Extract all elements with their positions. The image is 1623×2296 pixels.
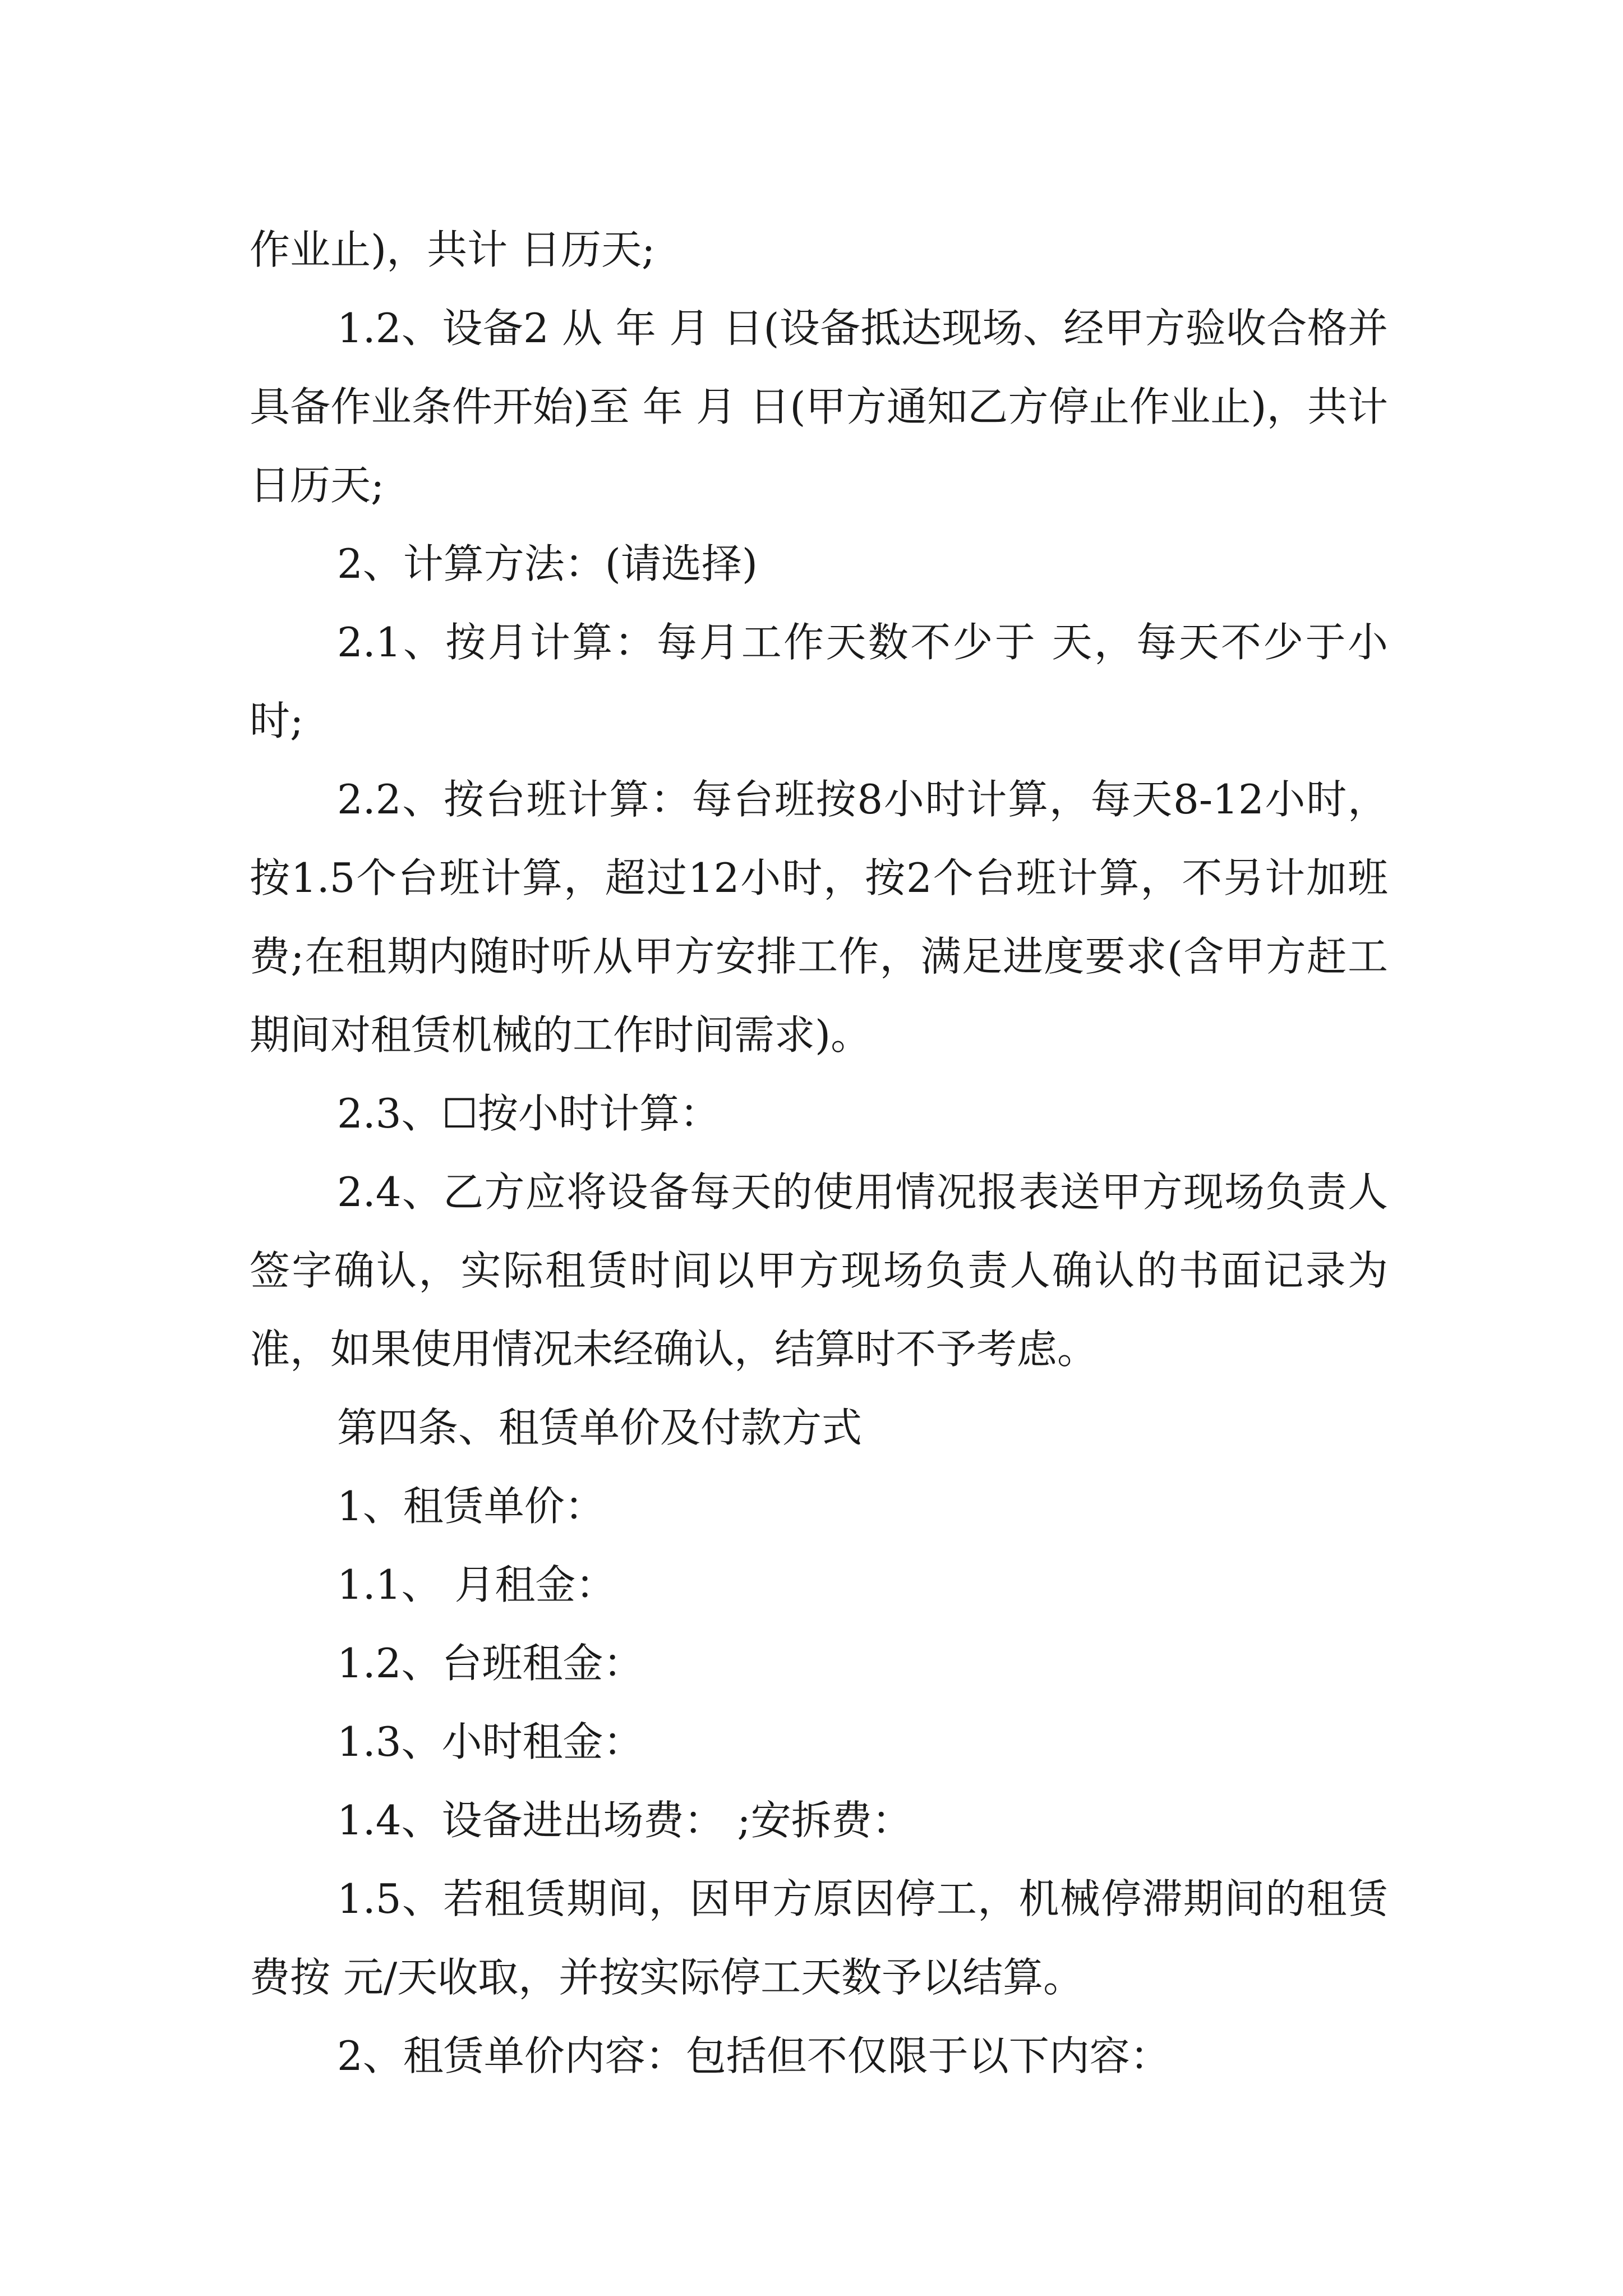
- paragraph-price-content: 2、租赁单价内容：包括但不仅限于以下内容：: [337, 2032, 1170, 2079]
- paragraph-idle-fee: 1.5、若租赁期间，因甲方原因停工，机械停滞期间的租赁费按 元/天收取，并按实际停工天数予以结算。: [250, 1875, 1388, 2001]
- paragraph-calc-method: 2、计算方法：(请选择): [337, 540, 758, 587]
- contract-body: [250, 210, 1401, 2095]
- paragraph-calc-hourly: 2.3、☐按小时计算：: [337, 1090, 721, 1137]
- paragraph-monthly-rent: 1.1、 月租金：: [337, 1561, 616, 1608]
- paragraph-calc-monthly: 2.1、按月计算：每月工作天数不少于 天，每天不少于小时;: [250, 619, 1388, 744]
- paragraph-term-1-2: 1.2、设备2 从 年 月 日(设备抵达现场、经甲方验收合格并具备作业条件开始)至 年 月 日(甲方通知乙方停止作业止)，共计 日历天;: [250, 305, 1401, 509]
- paragraph-calc-shift: 2.2、按台班计算：每台班按8小时计算，每天8-12小时，按1.5个台班计算，超过12小时，按2个台班计算，不另计加班费;在租期内随时听从甲方安排工作，满足进度要求(含甲方赶工期间对租赁机械的工作时间需求)。: [250, 776, 1388, 1059]
- paragraph-entry-exit-fee: 1.4、设备进出场费： ;安拆费：: [337, 1797, 912, 1844]
- paragraph-hourly-rent: 1.3、小时租金：: [337, 1718, 644, 1765]
- paragraph-unit-price: 1、租赁单价：: [337, 1483, 605, 1530]
- section-heading-article-4: 第四条、租赁单价及付款方式: [337, 1404, 863, 1451]
- paragraph-term-1-1-end: 作业止)，共计 日历天;: [250, 226, 656, 273]
- paragraph-shift-rent: 1.2、台班租金：: [337, 1640, 644, 1687]
- paragraph-usage-report: 2.4、乙方应将设备每天的使用情况报表送甲方现场负责人签字确认，实际租赁时间以甲方现场负责人确认的书面记录为准，如果使用情况未经确认，结算时不予考虑。: [250, 1168, 1388, 1373]
